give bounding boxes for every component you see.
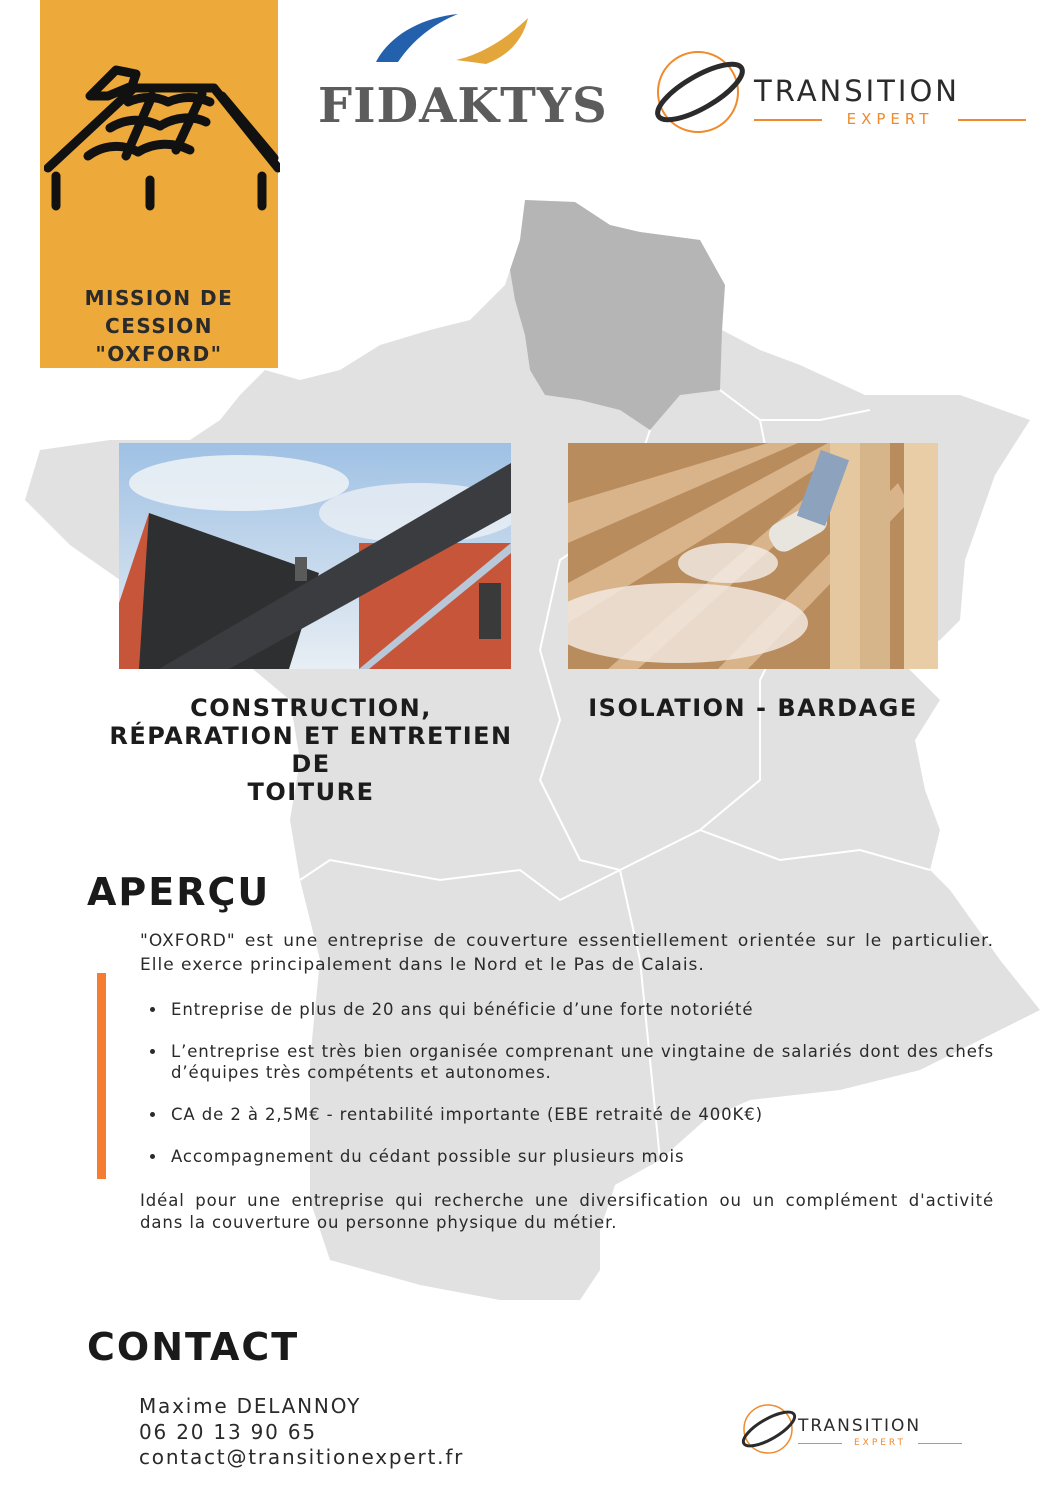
roof-photo xyxy=(119,443,511,669)
activity-title-insulation xyxy=(568,694,938,722)
activity-title-roofing-line-3: TOITURE xyxy=(247,778,375,806)
list-item: Accompagnement du cédant possible sur plusieurs mois xyxy=(140,1146,994,1167)
mission-title-line-3: "OXFORD" xyxy=(95,342,223,366)
transition-rule-right xyxy=(958,119,1026,121)
contact-heading: CONTACT xyxy=(87,1325,300,1369)
fidaktys-swoosh-icon xyxy=(318,10,598,80)
expert-wordmark-small: EXPERT xyxy=(853,1438,907,1448)
fidaktys-wordmark: FIDAKTYS xyxy=(318,78,608,134)
activity-title-roofing-line-1: CONSTRUCTION, xyxy=(190,694,432,722)
list-item: CA de 2 à 2,5M€ - rentabilité importante (EBE retraité de 400K€) xyxy=(140,1104,994,1125)
transition-expert-logo-small xyxy=(738,1400,970,1458)
overview-intro: "OXFORD" est une entreprise de couverture essentiellement orientée sur le particulier. Elle exerce principalement dans le Nord et le Pas de Calais. xyxy=(140,931,994,975)
transition-wordmark: TRANSITION xyxy=(754,74,960,108)
insulation-photo-illustration xyxy=(568,443,938,669)
mission-card xyxy=(40,0,278,368)
transition-wordmark-small: TRANSITION xyxy=(798,1416,922,1436)
mission-title-line-1: MISSION DE xyxy=(84,286,234,310)
contact-name: Maxime DELANNOY xyxy=(139,1394,362,1418)
list-item: Entreprise de plus de 20 ans qui bénéficie d’une forte notoriété xyxy=(140,999,994,1020)
transition-orbit-icon-small xyxy=(738,1400,798,1458)
transition-small-rule-right xyxy=(918,1443,962,1444)
activity-title-insulation-line-1: ISOLATION - BARDAGE xyxy=(588,694,918,722)
overview-closing: Idéal pour une entreprise qui recherche une diversification ou un complément d'activité dans la couverture ou personne physique du métier. xyxy=(140,1191,994,1232)
activity-title-roofing-line-2: RÉPARATION ET ENTRETIEN DE xyxy=(109,722,513,778)
expert-wordmark: EXPERT xyxy=(846,110,934,128)
contact-email[interactable]: contact@transitionexpert.fr xyxy=(139,1445,465,1469)
roof-tiles-icon xyxy=(44,56,280,216)
mission-title-line-2: CESSION xyxy=(105,314,213,338)
overview-heading: APERÇU xyxy=(87,870,271,914)
roof-photo-illustration xyxy=(119,443,511,669)
contact-phone[interactable]: 06 20 13 90 65 xyxy=(139,1420,317,1444)
overview-bullet-list xyxy=(140,999,994,1188)
transition-orbit-icon xyxy=(650,46,750,140)
insulation-photo xyxy=(568,443,938,669)
accent-bar xyxy=(97,973,106,1179)
fidaktys-logo xyxy=(318,10,608,134)
transition-expert-logo xyxy=(650,46,1040,140)
list-item: L’entreprise est très bien organisée comprenant une vingtaine de salariés dont des chefs d’équipes très compétents et autonomes. xyxy=(140,1041,994,1083)
activity-title-roofing xyxy=(90,694,532,806)
mission-title xyxy=(40,284,278,368)
